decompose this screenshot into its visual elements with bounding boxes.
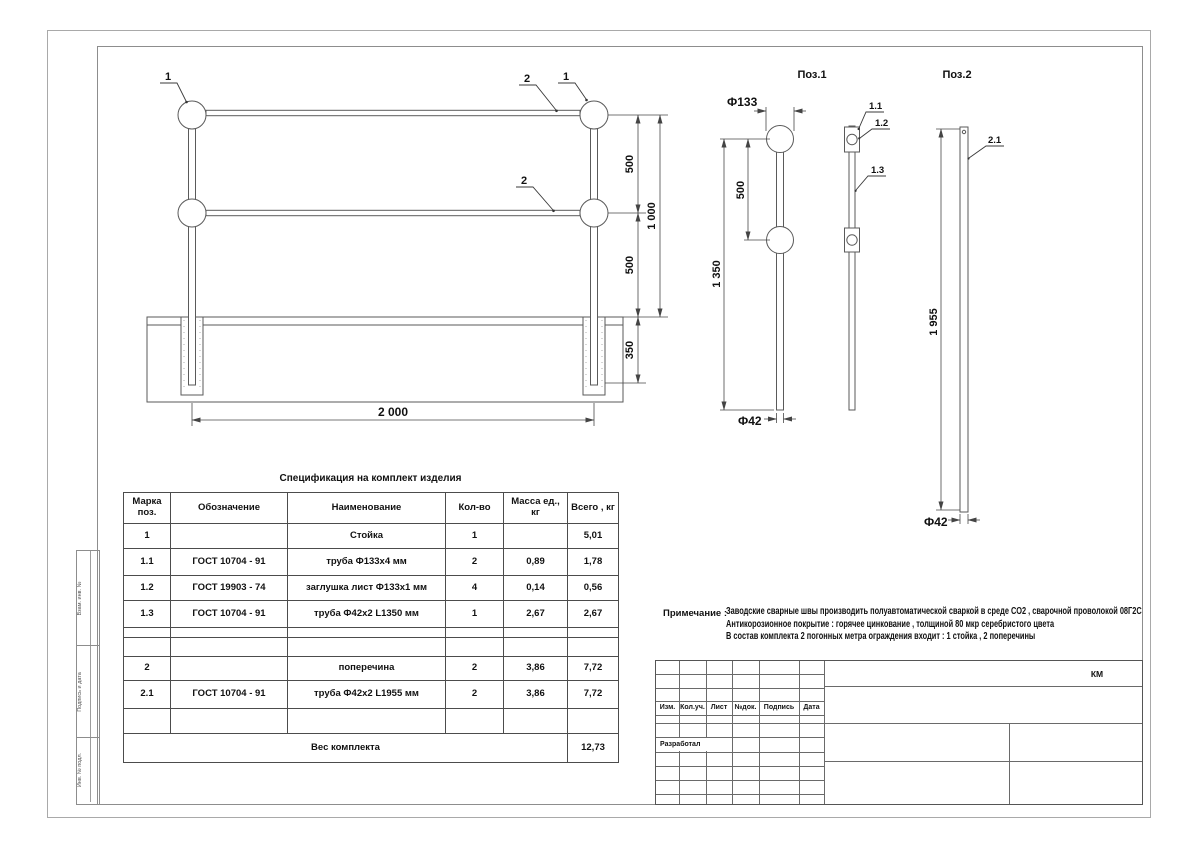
tb-developer-label: Разработал bbox=[657, 738, 708, 751]
tb-line bbox=[824, 761, 1142, 762]
tb-line bbox=[732, 661, 733, 804]
callout-2-1: 2.1 bbox=[988, 135, 1002, 146]
tb-line bbox=[1009, 723, 1010, 804]
spec-cell: Стойка bbox=[288, 524, 446, 549]
tb-line bbox=[656, 688, 824, 689]
strip-label: Инв. № подл. bbox=[77, 752, 83, 788]
spec-footer-row bbox=[124, 734, 619, 763]
spec-cell: 2,67 bbox=[568, 601, 619, 628]
sphere-top-left bbox=[178, 101, 206, 129]
spec-cell: поперечина bbox=[288, 657, 446, 681]
spec-header-cell: Марка поз. bbox=[124, 493, 171, 524]
tb-line bbox=[656, 794, 824, 795]
tb-line bbox=[824, 686, 1142, 687]
sphere-top-right bbox=[580, 101, 608, 129]
note-line: Заводские сварные швы производить полуавтоматической сваркой в среде СО2 , сварочной проволокой 08Г2С bbox=[726, 606, 1142, 617]
spec-cell bbox=[124, 628, 171, 638]
spec-cell: 2 bbox=[446, 549, 504, 576]
title-block bbox=[655, 660, 1143, 805]
spec-cell: 2 bbox=[446, 657, 504, 681]
tb-col-data: Дата bbox=[803, 704, 820, 711]
leader-dot bbox=[967, 157, 969, 159]
spec-table-title: Спецификация на комплект изделия bbox=[279, 473, 462, 484]
callout-1-2: 1.2 bbox=[875, 118, 889, 129]
leader-dot bbox=[185, 101, 188, 104]
spec-cell bbox=[504, 524, 568, 549]
sphere-mid-right bbox=[580, 199, 608, 227]
pos1-post-tube bbox=[777, 126, 784, 410]
spec-cell: труба Ф133х4 мм bbox=[288, 549, 446, 576]
tb-line bbox=[759, 661, 760, 804]
dim-text-500-bottom: 500 bbox=[624, 255, 636, 275]
sphere-mid-left bbox=[178, 199, 206, 227]
pos2-tube bbox=[960, 127, 968, 512]
dim-text-500-top: 500 bbox=[624, 154, 636, 174]
pos2-f42-ext bbox=[960, 514, 968, 524]
spec-cell: 0,89 bbox=[504, 549, 568, 576]
pos1-sphere-mid bbox=[767, 227, 794, 254]
callout-1-3: 1.3 bbox=[871, 165, 885, 176]
spec-table bbox=[123, 492, 619, 763]
leader-dot bbox=[858, 128, 860, 130]
tb-line bbox=[799, 661, 800, 804]
spec-cell bbox=[446, 709, 504, 734]
pos1-dim-f133: Ф133 bbox=[727, 95, 758, 109]
leader-2-1 bbox=[969, 146, 1004, 158]
tb-line bbox=[706, 661, 707, 804]
spec-cell bbox=[568, 709, 619, 734]
strip-label: Взам. инв. № bbox=[77, 581, 83, 616]
callout-2-mid: 2 bbox=[520, 175, 528, 187]
pos1-ext-lines bbox=[720, 139, 774, 410]
spec-row bbox=[124, 709, 619, 734]
spec-header-cell: Кол-во bbox=[446, 493, 504, 524]
spec-cell bbox=[446, 628, 504, 638]
spec-cell: 5,01 bbox=[568, 524, 619, 549]
leader-dot bbox=[858, 137, 860, 139]
leader-2-top bbox=[519, 85, 556, 110]
spec-cell bbox=[171, 638, 288, 657]
leader-1-3 bbox=[856, 176, 886, 190]
pos2-title: Поз.2 bbox=[942, 69, 972, 81]
pos1-view bbox=[711, 69, 890, 428]
pos1-dim-f42: Ф42 bbox=[738, 414, 762, 428]
note-line: Антикорозионное покрытие : горячее цинкование , толщиной 80 мкр серебристого цвета bbox=[726, 618, 1055, 630]
spec-cell bbox=[504, 709, 568, 734]
spec-cell: ГОСТ 19903 - 74 bbox=[171, 576, 288, 601]
pos1-side-tube bbox=[849, 126, 855, 410]
spec-cell bbox=[288, 638, 446, 657]
spec-cell: 1,78 bbox=[568, 549, 619, 576]
spec-cell bbox=[124, 709, 171, 734]
tb-line bbox=[824, 661, 825, 804]
pos1-dim-1350: 1 350 bbox=[711, 260, 723, 288]
spec-cell: 2 bbox=[446, 681, 504, 709]
tb-line bbox=[679, 661, 680, 804]
spec-header-cell: Всего , кг bbox=[568, 493, 619, 524]
note-label: Примечание : bbox=[663, 608, 728, 619]
pos1-sphere-top bbox=[767, 126, 794, 153]
spec-cell: 4 bbox=[446, 576, 504, 601]
spec-cell bbox=[504, 628, 568, 638]
spec-cell: 7,72 bbox=[568, 657, 619, 681]
spec-footer-value: 12,73 bbox=[568, 734, 619, 763]
spec-cell bbox=[446, 638, 504, 657]
tb-col-izm: Изм. bbox=[659, 704, 676, 711]
pos1-f42-ext bbox=[777, 413, 784, 423]
spec-cell: 2,67 bbox=[504, 601, 568, 628]
spec-cell: ГОСТ 10704 - 91 bbox=[171, 549, 288, 576]
spec-footer-label: Вес комплекта bbox=[124, 734, 568, 763]
ground-hatch-strip bbox=[147, 317, 623, 325]
spec-header-row bbox=[124, 493, 619, 524]
tb-line bbox=[656, 723, 1142, 724]
tb-line bbox=[656, 674, 824, 675]
leader-dot bbox=[855, 190, 857, 192]
spec-header-cell: Наименование bbox=[288, 493, 446, 524]
tb-col-ndok: №док. bbox=[734, 704, 757, 711]
spec-cell: заглушка лист Ф133х1 мм bbox=[288, 576, 446, 601]
spec-cell: 0,14 bbox=[504, 576, 568, 601]
spec-cell: 2.1 bbox=[124, 681, 171, 709]
pos1-title: Поз.1 bbox=[797, 69, 827, 81]
spec-cell: 0,56 bbox=[568, 576, 619, 601]
spec-cell: труба Ф42х2 L1350 мм bbox=[288, 601, 446, 628]
note-line: В состав комплекта 2 погонных метра ограждения входит : 1 стойка , 2 поперечины bbox=[726, 631, 1036, 642]
pos2-view bbox=[924, 69, 1004, 529]
pos2-dim-1955: 1 955 bbox=[928, 308, 940, 336]
leader-dot bbox=[585, 99, 588, 102]
leader-2-mid bbox=[516, 187, 553, 210]
main-callouts bbox=[160, 71, 588, 212]
leader-1-2 bbox=[860, 129, 890, 138]
tb-line bbox=[656, 715, 824, 716]
spec-row bbox=[124, 638, 619, 657]
pos1-dim-500: 500 bbox=[735, 180, 747, 200]
post-right bbox=[591, 120, 598, 385]
spec-row bbox=[124, 524, 619, 549]
spec-cell: ГОСТ 10704 - 91 bbox=[171, 601, 288, 628]
note-lines bbox=[726, 606, 1199, 644]
spec-header-cell: Масса ед., кг bbox=[504, 493, 568, 524]
spec-row bbox=[124, 657, 619, 681]
post-left bbox=[189, 120, 196, 385]
spec-cell bbox=[171, 628, 288, 638]
spec-row bbox=[124, 549, 619, 576]
tb-col-list: Лист bbox=[710, 704, 728, 711]
spec-row bbox=[124, 601, 619, 628]
spec-cell bbox=[568, 628, 619, 638]
spec-row bbox=[124, 628, 619, 638]
rail-mid bbox=[206, 210, 580, 215]
callout-1-1: 1.1 bbox=[869, 101, 883, 112]
dim-text-2000: 2 000 bbox=[377, 405, 409, 419]
spec-cell: 2 bbox=[124, 657, 171, 681]
spec-cell: 7,72 bbox=[568, 681, 619, 709]
tb-line bbox=[656, 766, 824, 767]
spec-header-cell: Обозначение bbox=[171, 493, 288, 524]
tb-stage-mark: КМ bbox=[1090, 669, 1104, 679]
concrete-foundation bbox=[147, 317, 623, 402]
leader-dot bbox=[552, 210, 555, 213]
callout-1-right: 1 bbox=[562, 71, 570, 83]
leader-1-left bbox=[160, 83, 186, 101]
main-elevation-view bbox=[147, 101, 623, 402]
spec-cell bbox=[171, 657, 288, 681]
spec-row bbox=[124, 681, 619, 709]
spec-cell bbox=[171, 524, 288, 549]
spec-cell: 1.2 bbox=[124, 576, 171, 601]
spec-row bbox=[124, 576, 619, 601]
spec-cell: 1.1 bbox=[124, 549, 171, 576]
spec-cell bbox=[288, 709, 446, 734]
tb-col-koluch: Кол.уч. bbox=[680, 704, 705, 711]
spec-cell bbox=[171, 709, 288, 734]
pos2-dim-f42: Ф42 bbox=[924, 515, 948, 529]
dim-text-1000: 1 000 bbox=[646, 202, 658, 230]
callout-1-left: 1 bbox=[164, 71, 172, 83]
spec-cell: 1 bbox=[446, 524, 504, 549]
spec-cell bbox=[504, 638, 568, 657]
spec-cell: труба Ф42х2 L1955 мм bbox=[288, 681, 446, 709]
spec-cell: 3,86 bbox=[504, 681, 568, 709]
spec-cell: 1.3 bbox=[124, 601, 171, 628]
strip-label: Подпись и дата bbox=[77, 672, 83, 712]
callout-2-top: 2 bbox=[523, 73, 531, 85]
extension-lines bbox=[605, 115, 668, 383]
sleeve-weld-dots bbox=[184, 320, 602, 392]
spec-cell bbox=[288, 628, 446, 638]
tb-line bbox=[656, 752, 824, 753]
spec-cell: 1 bbox=[124, 524, 171, 549]
rail-top bbox=[206, 110, 580, 115]
spec-cell: 1 bbox=[446, 601, 504, 628]
leader-dot bbox=[555, 110, 558, 113]
tb-line bbox=[656, 780, 824, 781]
leader-1-right bbox=[558, 83, 586, 99]
dim-text-350: 350 bbox=[624, 340, 636, 360]
spec-cell: ГОСТ 10704 - 91 bbox=[171, 681, 288, 709]
spec-cell bbox=[124, 638, 171, 657]
spec-cell bbox=[568, 638, 619, 657]
tb-col-podpis: Подпись bbox=[763, 704, 795, 711]
spec-cell: 3,86 bbox=[504, 657, 568, 681]
